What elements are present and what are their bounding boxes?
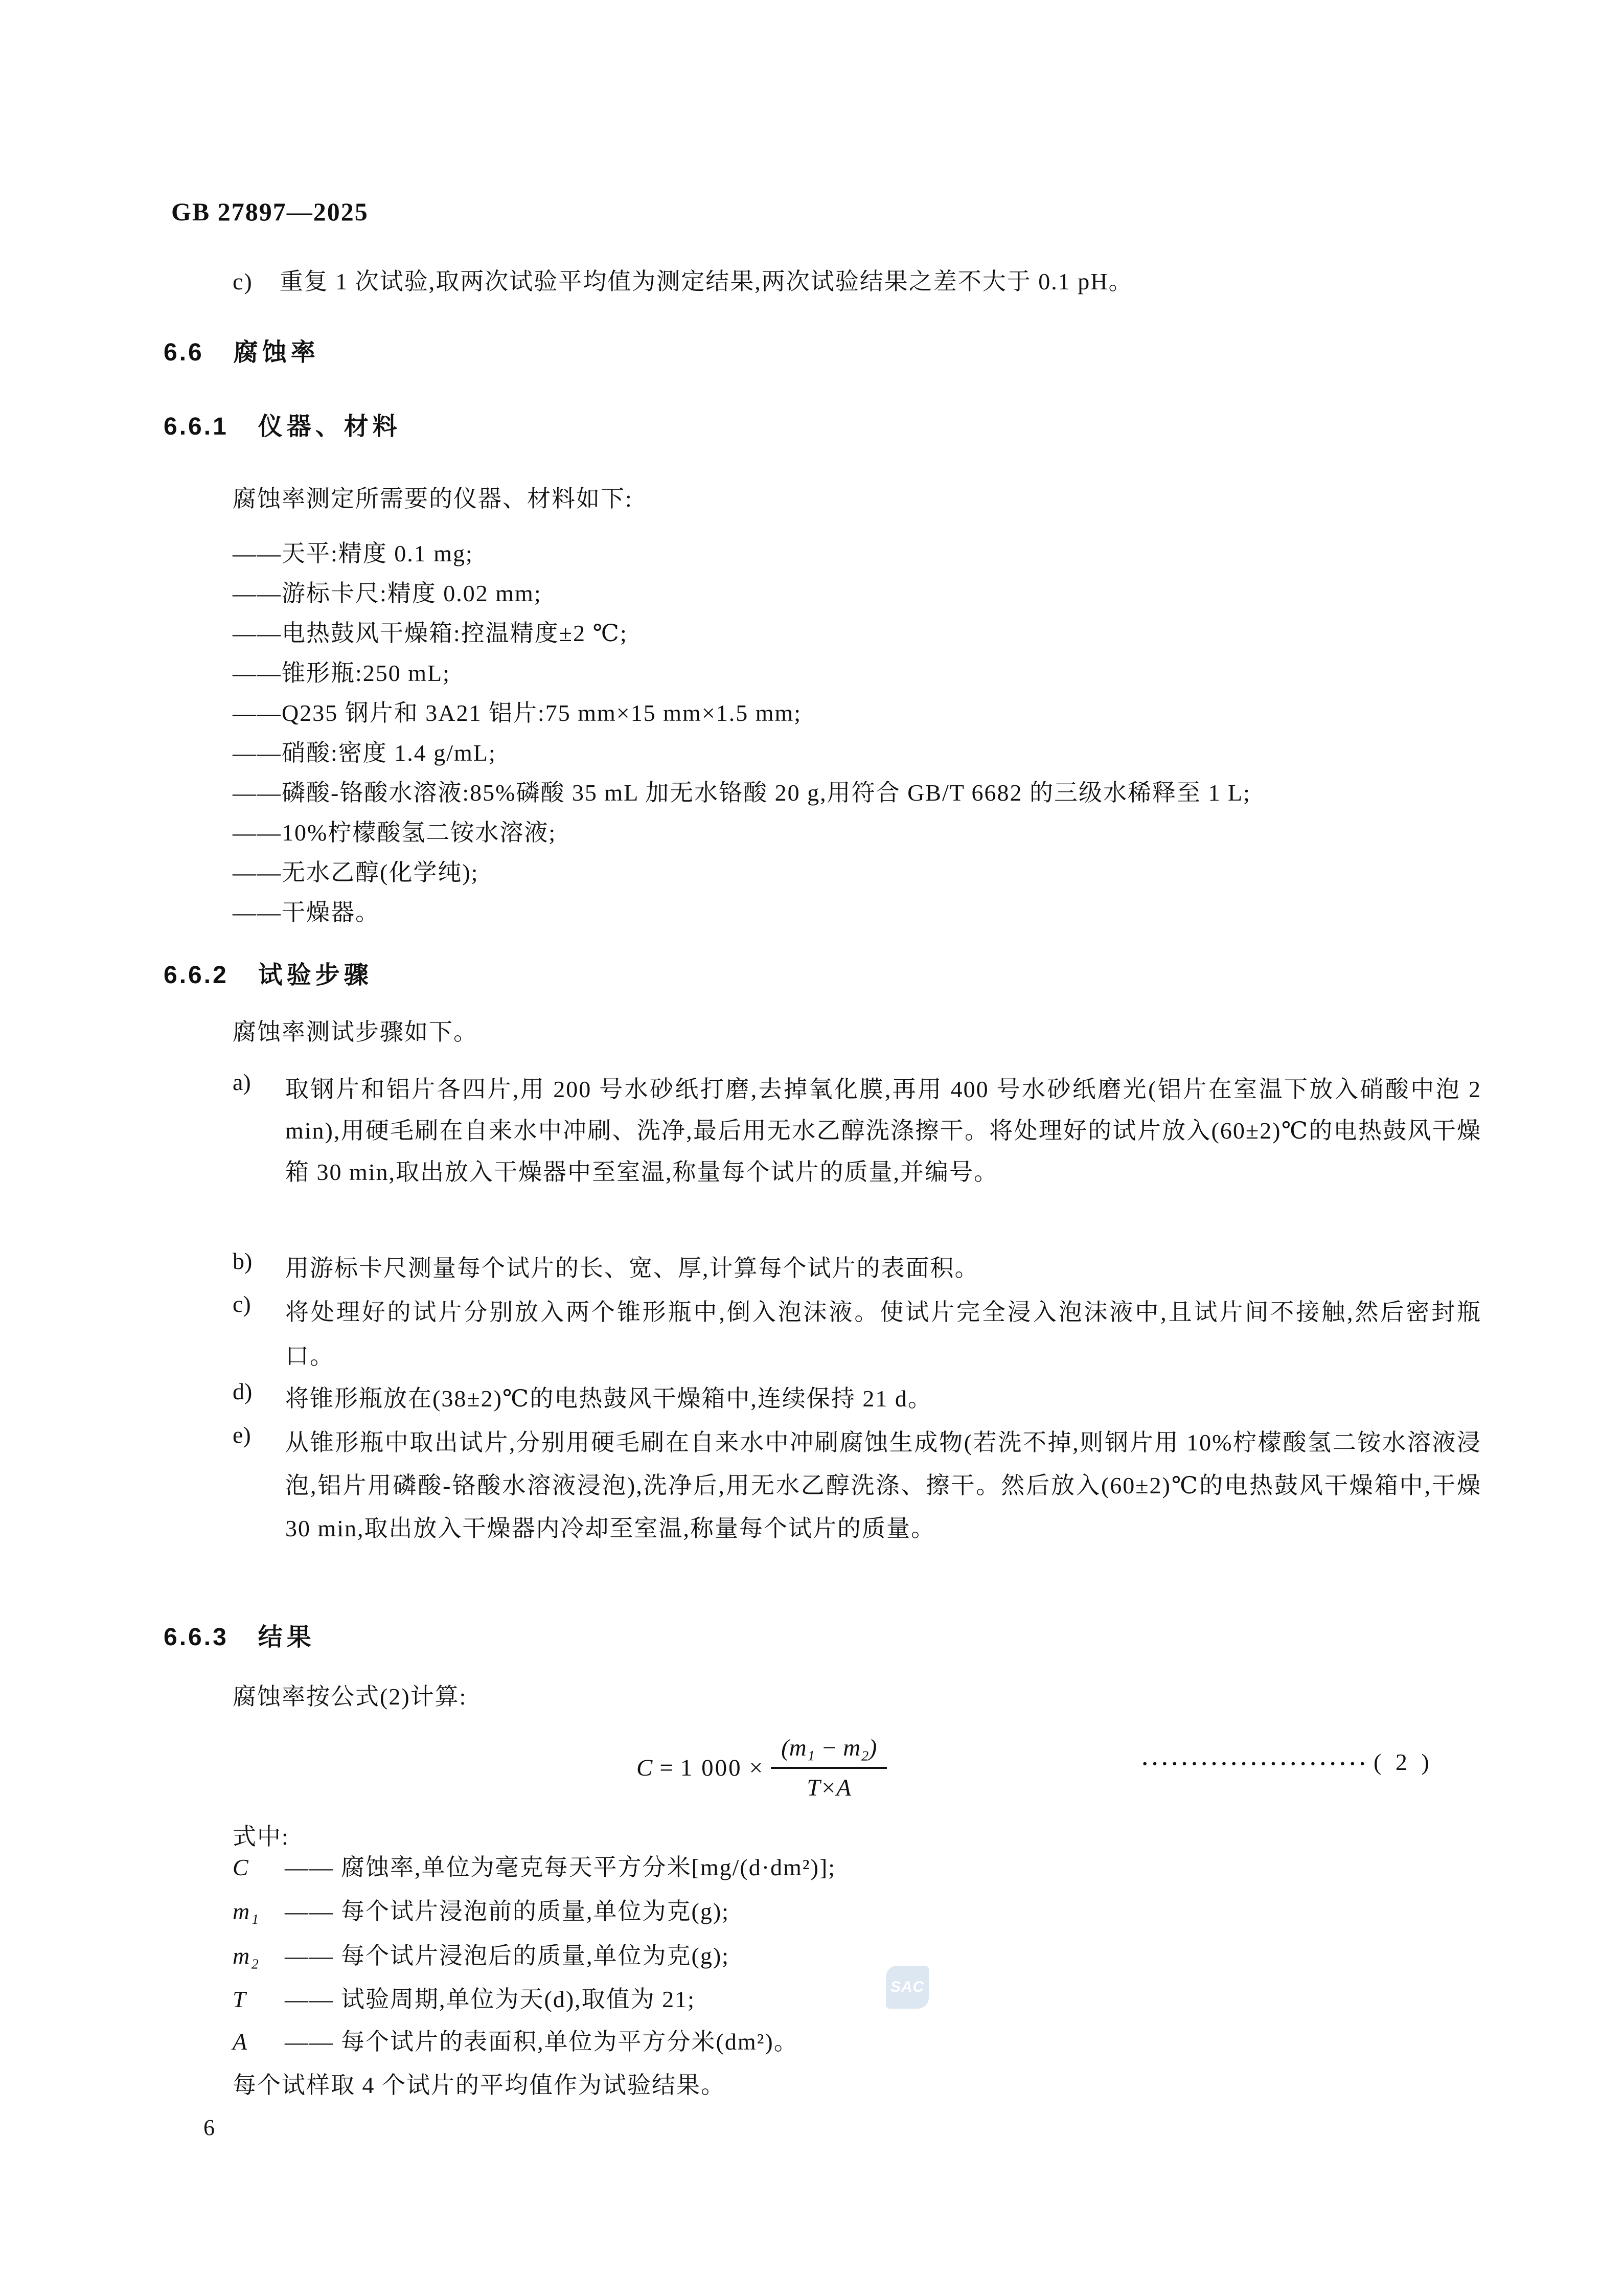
section-heading-6-6: [164, 332, 319, 368]
section-title: 仪器、材料: [258, 413, 401, 440]
fraction-numerator: (m₁ − m₂): [771, 1734, 887, 1769]
definition-text: 每个试片的表面积,单位为平方分米(dm²)。: [341, 2029, 798, 2055]
procedure-lead: 腐蚀率测试步骤如下。: [233, 1019, 478, 1045]
fraction: [771, 1734, 887, 1802]
apparatus-item: ——电热鼓风干燥箱:控温精度±2 ℃;: [233, 620, 628, 646]
formula-2: [233, 1722, 1477, 1819]
apparatus-item: ——10%柠檬酸氢二铵水溶液;: [233, 820, 557, 846]
section-number: 6.6.3: [164, 1624, 228, 1651]
step-text: 将处理好的试片分别放入两个锥形瓶中,倒入泡沫液。使试片完全浸入泡沫液中,且试片间不接触,然后密封瓶口。: [285, 1299, 1481, 1369]
section-number: 6.6.2: [164, 962, 228, 989]
step-marker: b): [233, 1248, 253, 1274]
standard-number: GB 27897—2025: [171, 197, 369, 226]
section-heading-6-6-3: [164, 1617, 315, 1652]
sac-watermark-text: SAC: [890, 1979, 925, 1995]
formula-lhs: C: [636, 1755, 653, 1781]
sac-watermark: [886, 1966, 929, 2009]
definition-text: 腐蚀率,单位为毫克每天平方分米[mg/(d·dm²)];: [341, 1854, 836, 1880]
definition-text: 每个试片浸泡前的质量,单位为克(g);: [341, 1898, 729, 1924]
where-label: 式中:: [233, 1824, 289, 1850]
definition-dash: ——: [285, 1854, 334, 1880]
section-number: 6.6: [164, 339, 204, 366]
apparatus-item: ——游标卡尺:精度 0.02 mm;: [233, 580, 542, 606]
apparatus-item: ——锥形瓶:250 mL;: [233, 660, 450, 686]
definition-symbol: T: [233, 1986, 247, 2012]
step-text: 取钢片和铝片各四片,用 200 号水砂纸打磨,去掉氧化膜,再用 400 号水砂纸磨光(铝片在室温下放入硝酸中泡 2 min),用硬毛刷在自来水中冲刷、洗净,最后用无水乙醇洗涤擦干。将处理好的试片放入(60±2)℃的电热鼓风干燥箱 30 min,取出放入干燥器中至室温,称量每个试片的质量,并编号。: [285, 1076, 1481, 1185]
definition-row: [233, 1984, 1480, 2015]
section-title: 腐蚀率: [233, 339, 319, 366]
definition-row: [233, 1940, 1480, 1972]
section-title: 结果: [258, 1624, 315, 1651]
step-text: 用游标卡尺测量每个试片的长、宽、厚,计算每个试片的表面积。: [285, 1255, 979, 1281]
definition-symbol: m₁: [233, 1898, 260, 1924]
definition-symbol: m₂: [233, 1943, 260, 1969]
step-marker: d): [233, 1378, 253, 1404]
definition-text: 试验周期,单位为天(d),取值为 21;: [341, 1986, 695, 2012]
apparatus-item: ——Q235 钢片和 3A21 铝片:75 mm×15 mm×1.5 mm;: [233, 700, 802, 726]
definition-row: [233, 1896, 1480, 1927]
apparatus-lead: 腐蚀率测定所需要的仪器、材料如下:: [233, 486, 633, 512]
step-marker: e): [233, 1422, 251, 1448]
page-number: 6: [203, 2115, 215, 2140]
formula-expression: [636, 1722, 887, 1814]
dotted-leader: ·······················: [1141, 1752, 1369, 1775]
step-marker: a): [233, 1069, 251, 1095]
section-number: 6.6.1: [164, 413, 228, 440]
section-heading-6-6-2: [164, 955, 373, 990]
definition-symbol: C: [233, 1854, 249, 1880]
equation-number: ( 2 ): [1374, 1749, 1433, 1775]
list-item-c-top: [233, 266, 1133, 298]
result-closing: 每个试样取 4 个试片的平均值作为试验结果。: [233, 2072, 725, 2098]
definition-symbol: A: [233, 2029, 248, 2055]
definition-dash: ——: [285, 1986, 334, 2012]
definition-dash: ——: [285, 2029, 334, 2055]
apparatus-item: ——硝酸:密度 1.4 g/mL;: [233, 740, 496, 766]
fraction-denominator: T×A: [807, 1775, 851, 1801]
result-lead: 腐蚀率按公式(2)计算:: [233, 1684, 467, 1710]
section-title: 试验步骤: [258, 962, 373, 989]
apparatus-item: ——干燥器。: [233, 899, 380, 925]
list-marker: c): [233, 268, 253, 294]
definition-dash: ——: [285, 1943, 334, 1969]
equals-sign: =: [659, 1755, 673, 1781]
apparatus-item: ——天平:精度 0.1 mg;: [233, 540, 473, 566]
section-heading-6-6-1: [164, 406, 401, 442]
definition-row: [233, 2026, 1480, 2058]
definition-dash: ——: [285, 1898, 334, 1924]
definition-text: 每个试片浸泡后的质量,单位为克(g);: [341, 1943, 729, 1969]
apparatus-item: ——无水乙醇(化学纯);: [233, 859, 479, 885]
list-item-text: 重复 1 次试验,取两次试验平均值为测定结果,两次试验结果之差不大于 0.1 pH。: [279, 268, 1133, 294]
definition-row: [233, 1852, 1480, 1883]
step-text: 从锥形瓶中取出试片,分别用硬毛刷在自来水中冲刷腐蚀生成物(若洗不掉,则钢片用 10%柠檬酸氢二铵水溶液浸泡,铝片用磷酸-铬酸水溶液浸泡),洗净后,用无水乙醇洗涤、擦干。然后放入(60±2)℃的电热鼓风干燥箱中,干燥 30 min,取出放入干燥器内冷却至室温,称量每个试片的质量。: [285, 1429, 1481, 1541]
apparatus-item: ——磷酸-铬酸水溶液:85%磷酸 35 mL 加无水铬酸 20 g,用符合 GB/T 6682 的三级水稀释至 1 L;: [233, 780, 1251, 806]
step-marker: c): [233, 1291, 251, 1317]
multiply-sign: ×: [749, 1755, 763, 1781]
step-text: 将锥形瓶放在(38±2)℃的电热鼓风干燥箱中,连续保持 21 d。: [285, 1385, 932, 1412]
formula-coefficient: 1 000: [680, 1755, 742, 1781]
